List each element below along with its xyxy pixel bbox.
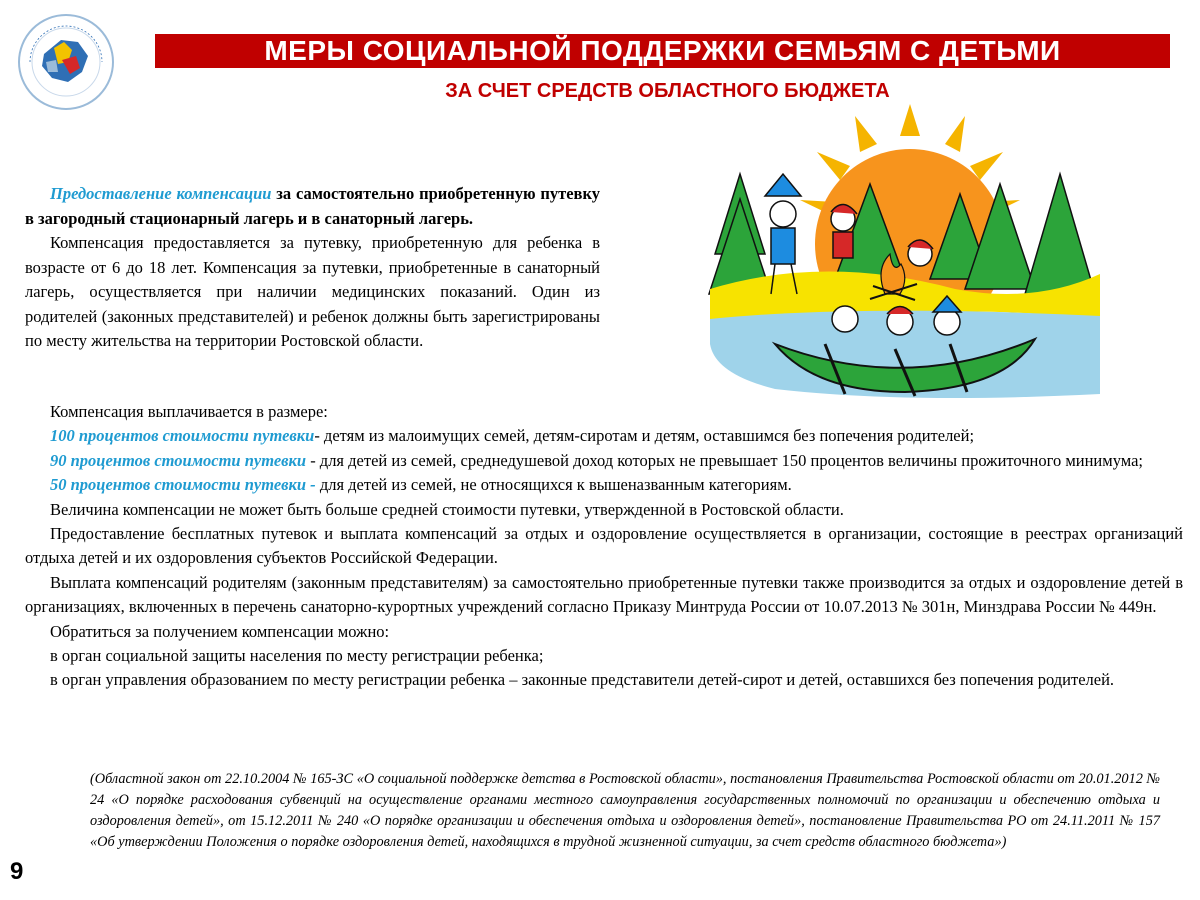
paragraph-limit: Величина компенсации не может быть больше средней стоимости путевки, утвержденной в Ростовской области.	[50, 499, 844, 519]
ministry-logo	[16, 12, 116, 112]
intro-heading: Предоставление компенсации за самостоятельно приобретенную путевку в загородный стационарный лагерь и в санаторный лагерь.	[25, 184, 600, 228]
main-text	[25, 400, 1183, 693]
legal-footnote: (Областной закон от 22.10.2004 № 165-ЗС «О социальной поддержке детства в Ростовской области», постановления Правительства Ростовской области от 20.01.2012 № 24 «О порядке расходования субвенций на осуществление органами местного самоуправления государственных полномочий по организации и обеспечению отдыха и оздоровления детей», от 15.12.2011 № 240 «О порядке организации и обеспечения отдыха и оздоровления детей», постановление Правительства РО от 24.11.2011 № 157 «Об утверждении Положения о порядке оздоровления детей, находящихся в трудной жизненной ситуации, за счет средств областного бюджета»)	[90, 771, 1160, 850]
rate-100: 100 процентов стоимости путевки- детям из малоимущих семей, детям-сиротам и детям, оставшимся без попечения родителей;	[50, 426, 975, 446]
paragraph-payment: Выплата компенсаций родителям (законным представителям) за самостоятельно приобретенные путевки также производится за отдых и оздоровление детей в организациях, включенных в перечень санаторно-курортных учреждений согласно Приказу Минтруда России от 10.07.2013 № 301н, Минздрава России № 449н.	[25, 572, 1183, 617]
paragraph-social-protection: в орган социальной защиты населения по месту регистрации ребенка;	[50, 646, 544, 666]
intro-block	[25, 182, 600, 354]
paragraph-organizations: Предоставление бесплатных путевок и выплата компенсаций за отдых и оздоровление осуществляется в организации, состоящие в реестрах организаций отдыха детей и их оздоровления субъектов Российской Федерации.	[25, 524, 1183, 568]
rate-50: 50 процентов стоимости путевки - для детей из семей, не относящихся к вышеназванным категориям.	[50, 475, 792, 495]
rate-90: 90 процентов стоимости путевки - для детей из семей, среднедушевой доход которых не превышает 150 процентов величины прожиточного минимума;	[50, 450, 1143, 470]
page-title: МЕРЫ СОЦИАЛЬНОЙ ПОДДЕРЖКИ СЕМЬЯМ С ДЕТЬМИ	[155, 34, 1170, 68]
page-subtitle: ЗА СЧЕТ СРЕДСТВ ОБЛАСТНОГО БЮДЖЕТА	[445, 80, 890, 102]
intro-paragraph: Компенсация предоставляется за путевку, приобретенную для ребенка в возрасте от 6 до 18 лет. Компенсация за путевки, приобретенные в санаторный лагерь, осуществляется при наличии медицинских показаний. Один из родителей (законных представителей) и ребенок должны быть зарегистрированы по месту жительства на территории Ростовской области.	[25, 233, 600, 350]
summer-camp-illustration	[705, 104, 1100, 404]
page-number: 9	[10, 858, 24, 885]
paragraph-apply: Обратиться за получением компенсации можно:	[50, 621, 390, 641]
paragraph-education-authority: в орган управления образованием по месту регистрации ребенка – законные представители детей-сирот и детей, оставшихся без попечения родителей.	[50, 670, 1115, 690]
paragraph-rates-intro: Компенсация выплачивается в размере:	[50, 402, 328, 421]
